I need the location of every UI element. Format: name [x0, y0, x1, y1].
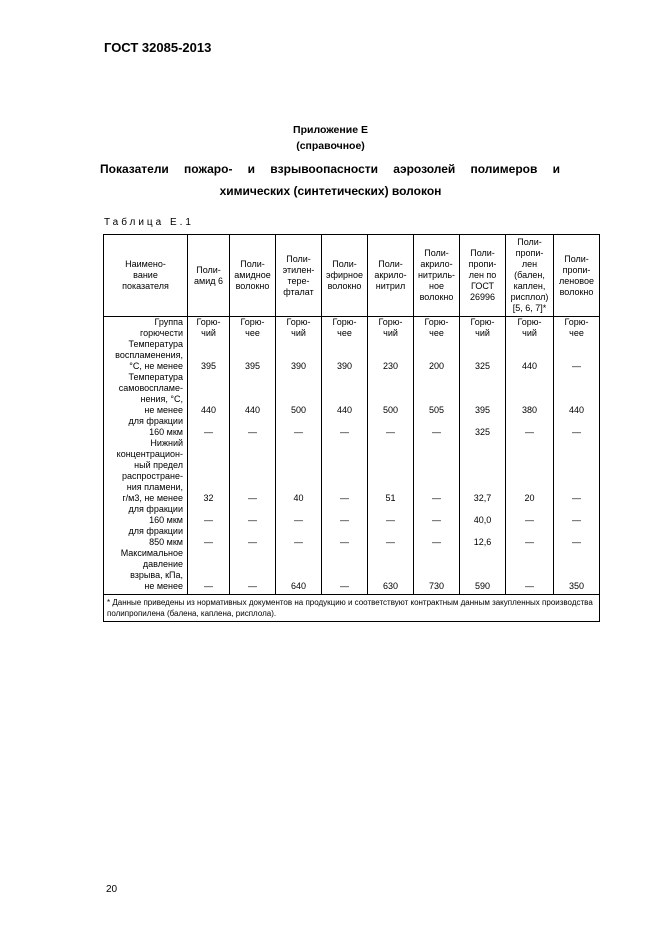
- table-row: [104, 317, 600, 340]
- table-cell: 440: [322, 372, 368, 416]
- table-cell: —: [414, 504, 460, 526]
- table-cell: Горю- чий: [368, 317, 414, 340]
- row-label: Температура воспламенения, °С, не менее: [104, 339, 188, 372]
- table-cell: —: [322, 416, 368, 438]
- table-label: Таблица Е.1: [104, 217, 194, 228]
- table-cell: Горю- чий: [188, 317, 230, 340]
- table-cell: 730: [414, 548, 460, 595]
- table-cell: —: [368, 526, 414, 548]
- column-header-material: Поли- акрило- нитрил: [368, 235, 414, 317]
- document-header: ГОСТ 32085-2013: [104, 40, 212, 55]
- page-number: 20: [106, 884, 118, 895]
- table-cell: Горю- чий: [460, 317, 506, 340]
- row-label: Температура самовоспламе- нения, °С, не менее: [104, 372, 188, 416]
- table-cell: 390: [322, 339, 368, 372]
- table-cell: 390: [276, 339, 322, 372]
- table-cell: —: [506, 548, 554, 595]
- table-row: [104, 339, 600, 372]
- column-header-material: Поли- амидное волокно: [230, 235, 276, 317]
- appendix-type: (справочное): [296, 140, 365, 152]
- column-header-material: Поли- пропи- лен (бален, каплен, рисплол) [5, 6, 7]*: [506, 235, 554, 317]
- table-cell: 500: [276, 372, 322, 416]
- table-cell: —: [230, 416, 276, 438]
- table-cell: —: [368, 504, 414, 526]
- table-row: [104, 416, 600, 438]
- fire-hazard-table: [103, 234, 600, 622]
- table-cell: —: [506, 416, 554, 438]
- row-label: Максимальное давление взрыва, кПа, не менее: [104, 548, 188, 595]
- table-cell: —: [230, 504, 276, 526]
- column-header-material: Поли- пропи- лен по ГОСТ 26996: [460, 235, 506, 317]
- table-row: [104, 438, 600, 504]
- table-cell: 630: [368, 548, 414, 595]
- table-cell: —: [276, 526, 322, 548]
- table-cell: —: [230, 438, 276, 504]
- table-cell: —: [414, 438, 460, 504]
- row-label: Нижний концентрацион- ный предел распростране- ния пламени, г/м3, не менее: [104, 438, 188, 504]
- table-cell: —: [414, 526, 460, 548]
- table-cell: 440: [230, 372, 276, 416]
- table-cell: 20: [506, 438, 554, 504]
- table-cell: Горю- чее: [230, 317, 276, 340]
- table-cell: 590: [460, 548, 506, 595]
- table-cell: 395: [460, 372, 506, 416]
- table-cell: 40,0: [460, 504, 506, 526]
- table-cell: 505: [414, 372, 460, 416]
- row-label: для фракции 850 мкм: [104, 526, 188, 548]
- table-cell: 380: [506, 372, 554, 416]
- table-cell: 640: [276, 548, 322, 595]
- table-cell: Горю- чее: [554, 317, 600, 340]
- table-cell: —: [322, 504, 368, 526]
- row-label: для фракции 160 мкм: [104, 416, 188, 438]
- table-cell: —: [188, 548, 230, 595]
- table-cell: —: [188, 416, 230, 438]
- table-title-line-2: химических (синтетических) волокон: [219, 184, 442, 198]
- table-cell: 325: [460, 416, 506, 438]
- table-cell: —: [368, 416, 414, 438]
- table-cell: 395: [188, 339, 230, 372]
- table-cell: —: [554, 504, 600, 526]
- table-header-row: [104, 235, 600, 317]
- column-header-indicator: Наимено- вание показателя: [104, 235, 188, 317]
- table-row: [104, 548, 600, 595]
- table-row: [104, 372, 600, 416]
- table-cell: 230: [368, 339, 414, 372]
- table-cell: —: [554, 416, 600, 438]
- table-cell: —: [230, 526, 276, 548]
- column-header-material: Поли- этилен- тере- фталат: [276, 235, 322, 317]
- table-cell: Горю- чее: [414, 317, 460, 340]
- table-cell: 440: [188, 372, 230, 416]
- table-cell: —: [506, 526, 554, 548]
- table-cell: —: [276, 416, 322, 438]
- table-cell: 440: [554, 372, 600, 416]
- table-cell: —: [276, 504, 322, 526]
- table-cell: 440: [506, 339, 554, 372]
- table-cell: 12,6: [460, 526, 506, 548]
- column-header-material: Поли- акрило- нитриль- ное волокно: [414, 235, 460, 317]
- table-cell: 40: [276, 438, 322, 504]
- table-cell: —: [322, 526, 368, 548]
- row-label: для фракции 160 мкм: [104, 504, 188, 526]
- column-header-material: Поли- эфирное волокно: [322, 235, 368, 317]
- column-header-material: Поли- амид 6: [188, 235, 230, 317]
- appendix-title: Приложение Е: [293, 124, 368, 136]
- table-cell: —: [554, 339, 600, 372]
- table-cell: —: [188, 526, 230, 548]
- table-cell: 350: [554, 548, 600, 595]
- table-cell: —: [322, 548, 368, 595]
- table-cell: 32: [188, 438, 230, 504]
- table-cell: 325: [460, 339, 506, 372]
- footnote-row: [104, 595, 600, 622]
- table-cell: —: [414, 416, 460, 438]
- table-cell: 51: [368, 438, 414, 504]
- table-row: [104, 504, 600, 526]
- table-cell: Горю- чий: [276, 317, 322, 340]
- table-footnote: * Данные приведены из нормативных документов на продукцию и соответствуют контрактным данным закупленных производства полипропилена (балена, каплена, рисплола).: [104, 595, 600, 622]
- table-cell: 395: [230, 339, 276, 372]
- table-cell: —: [188, 504, 230, 526]
- table-cell: —: [230, 548, 276, 595]
- table-cell: 32,7: [460, 438, 506, 504]
- table-cell: Горю- чее: [322, 317, 368, 340]
- row-label: Группа горючести: [104, 317, 188, 340]
- table-row: [104, 526, 600, 548]
- table-cell: —: [322, 438, 368, 504]
- column-header-material: Поли- пропи- леновое волокно: [554, 235, 600, 317]
- table-cell: —: [506, 504, 554, 526]
- table-cell: 500: [368, 372, 414, 416]
- table-cell: Горю- чий: [506, 317, 554, 340]
- table-title-line-1: Показатели пожаро- и взрывоопасности аэрозолей полимеров и: [100, 162, 560, 176]
- table-cell: —: [554, 526, 600, 548]
- table-cell: —: [554, 438, 600, 504]
- table-cell: 200: [414, 339, 460, 372]
